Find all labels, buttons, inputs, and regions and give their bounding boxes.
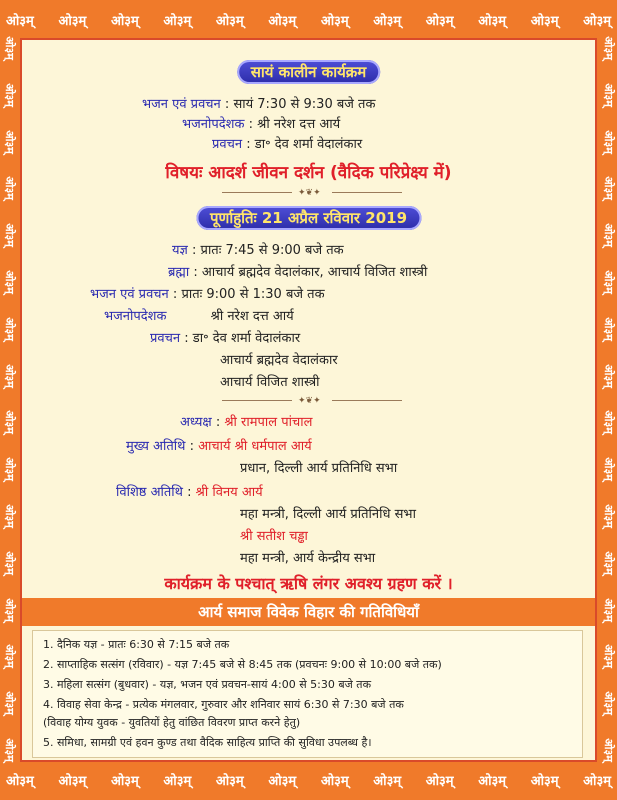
om-text: ओ३म् [3, 691, 16, 715]
finale-row [168, 262, 427, 280]
om-text: ओ३म् [58, 774, 87, 789]
om-border-right [599, 34, 617, 764]
om-text: ओ३म् [530, 774, 559, 789]
om-text: ओ३म् [602, 691, 615, 715]
content-panel [20, 38, 597, 762]
chair-label: अध्यक्ष [180, 415, 212, 430]
om-text: ओ३म् [602, 176, 615, 201]
om-text: ओ३म् [602, 457, 615, 481]
list-item: 1. दैनिक यज्ञ - प्रातः 6:30 से 7:15 बजे तक [43, 638, 230, 651]
row-label: भजन एवं प्रवचन [90, 287, 169, 302]
om-text: ओ३म् [602, 410, 615, 435]
row-label: भजन एवं प्रवचन [142, 97, 221, 112]
om-text: ओ३म् [320, 774, 349, 789]
extra-speaker: आचार्य विजित शास्त्री [220, 375, 320, 390]
chair-row: अध्यक्ष : श्री रामपाल पांचाल [180, 415, 313, 430]
finale-banner: पूर्णाहुतिः 21 अप्रैल रविवार 2019 [196, 206, 421, 230]
row-colon: : [224, 97, 230, 112]
special-guest-name: श्री विनय आर्य [195, 485, 263, 500]
special-guest-label: विशिष्ठ अतिथि [116, 485, 183, 500]
row-value: प्रातः 9:00 से 1:30 बजे तक [181, 287, 325, 302]
om-text: ओ३म् [602, 504, 615, 528]
om-border-left [0, 34, 18, 764]
om-text: ओ३म् [6, 774, 34, 789]
om-text: ओ३म् [478, 14, 507, 29]
activities-list [32, 630, 583, 758]
om-border-top [0, 6, 617, 34]
special-guest-title: महा मन्त्री, दिल्ली आर्य प्रतिनिधि सभा [240, 507, 416, 522]
om-text: ओ३म् [268, 14, 297, 29]
finale-row [150, 328, 300, 346]
om-text: ओ३म् [530, 14, 559, 29]
om-text: ओ३म् [3, 363, 16, 388]
om-text: ओ३म् [602, 363, 615, 388]
om-text: ओ३म् [602, 317, 615, 341]
special-guest-title: महा मन्त्री, आर्य केन्द्रीय सभा [240, 551, 376, 566]
om-text: ओ३म् [3, 317, 16, 341]
finale-row [90, 284, 325, 302]
om-text: ओ३म् [3, 176, 16, 201]
extra-speaker: आचार्य ब्रह्मदेव वेदालंकार [220, 353, 338, 368]
row-colon: : [248, 117, 254, 132]
om-text: ओ३म् [163, 774, 192, 789]
evening-program-banner: सायं कालीन कार्यक्रम [237, 60, 381, 84]
evening-row [142, 94, 375, 112]
row-value: डा॰ देव शर्मा वेदालंकार [192, 331, 301, 346]
row-colon: : [193, 265, 198, 280]
ornamental-divider: ✦❦✦ [222, 188, 402, 198]
om-text: ओ३म् [3, 129, 16, 154]
subject-line: विषयः आदर्श जीवन दर्शन (वैदिक परिप्रेक्ष्य में) [165, 163, 452, 183]
chief-guest-label: मुख्य अतिथि [126, 439, 186, 454]
om-text: ओ३म् [3, 36, 16, 60]
list-item: 3. महिला सत्संग (बुधवार) - यज्ञ, भजन एवं प्रवचन-सायं 4:00 से 5:30 बजे तक [43, 678, 372, 691]
om-text: ओ३म् [3, 597, 16, 622]
row-label: भजनोपदेशक [182, 117, 245, 132]
list-item: 4. विवाह सेवा केन्द्र - प्रत्येक मंगलवार, गुरुवार और शनिवार सायं 6:30 से 7:30 बजे तक [43, 698, 404, 711]
row-label: ब्रह्मा [168, 265, 190, 280]
om-text: ओ३म् [3, 270, 16, 294]
om-text: ओ३म् [3, 644, 16, 669]
row-value: श्री नरेश दत्त आर्य [210, 309, 294, 324]
finale-row [172, 240, 344, 258]
row-value: प्रातः 7:45 से 9:00 बजे तक [200, 243, 344, 258]
row-label: यज्ञ [172, 243, 188, 258]
om-text: ओ३म् [163, 14, 192, 29]
finale-row [104, 306, 294, 324]
chief-guest-title: प्रधान, दिल्ली आर्य प्रतिनिधि सभा [240, 461, 398, 476]
list-item: 2. साप्ताहिक सत्संग (रविवार) - यज्ञ 7:45 बजे से 8:45 तक (प्रवचनः 9:00 से 10:00 बजे तक) [43, 658, 442, 671]
om-text: ओ३म् [3, 550, 16, 575]
om-text: ओ३म् [602, 83, 615, 107]
row-value: श्री नरेश दत्त आर्य [257, 117, 341, 132]
list-item: 5. समिधा, सामग्री एवं हवन कुण्ड तथा वैदिक साहित्य प्राप्ति की सुविधा उपलब्ध है। [43, 736, 372, 749]
special-guest-name: श्री सतीश चड्ढा [240, 529, 308, 544]
om-text: ओ३म् [110, 14, 139, 29]
row-colon: : [184, 331, 189, 346]
om-text: ओ३म् [268, 774, 297, 789]
om-text: ओ३म् [3, 410, 16, 435]
ornamental-divider: ✦❦✦ [222, 396, 402, 406]
om-border-bottom [0, 766, 617, 794]
om-text: ओ३म् [602, 129, 615, 154]
om-text: ओ३म् [602, 738, 615, 762]
langar-notice: कार्यक्रम के पश्चात् ऋषि लंगर अवश्य ग्रहण करें । [164, 574, 453, 593]
row-colon: : [172, 287, 178, 302]
om-text: ओ३म् [602, 550, 615, 575]
om-text: ओ३म् [110, 774, 139, 789]
om-text: ओ३म् [425, 14, 454, 29]
special-guest-row: विशिष्ठ अतिथि : श्री विनय आर्य [116, 485, 263, 500]
om-text: ओ३म् [583, 14, 611, 29]
row-label: भजनोपदेशक [104, 309, 167, 324]
row-value: डा॰ देव शर्मा वेदालंकार [254, 137, 363, 152]
list-item: (विवाह योग्य युवक - युवतियों हेतु वांछित विवरण प्राप्त करने हेतु) [43, 716, 301, 729]
row-colon: : [246, 137, 251, 152]
om-text: ओ३म् [478, 774, 507, 789]
om-text: ओ३म् [6, 14, 34, 29]
row-colon: : [192, 243, 197, 258]
om-text: ओ३म् [3, 83, 16, 107]
om-text: ओ३म् [425, 774, 454, 789]
om-text: ओ३म् [602, 597, 615, 622]
chair-name: श्री रामपाल पांचाल [224, 415, 313, 430]
om-text: ओ३म् [58, 14, 87, 29]
chief-guest-name: आचार्य श्री धर्मपाल आर्य [198, 439, 312, 454]
evening-row [212, 134, 362, 152]
om-text: ओ३म् [215, 14, 244, 29]
row-value: आचार्य ब्रह्मदेव वेदालंकार, आचार्य विजित शास्त्री [201, 265, 428, 280]
om-text: ओ३म् [320, 14, 349, 29]
om-text: ओ३म् [215, 774, 244, 789]
om-text: ओ३म् [3, 457, 16, 481]
om-text: ओ३म् [373, 774, 402, 789]
om-text: ओ३म् [3, 223, 16, 247]
om-text: ओ३म् [602, 644, 615, 669]
om-text: ओ३म् [3, 738, 16, 762]
chief-guest-row: मुख्य अतिथि : आचार्य श्री धर्मपाल आर्य [126, 439, 312, 454]
om-text: ओ३म् [373, 14, 402, 29]
om-text: ओ३म् [602, 36, 615, 60]
activities-banner: आर्य समाज विवेक विहार की गतिविधियाँ [22, 598, 595, 626]
row-value: सायं 7:30 से 9:30 बजे तक [233, 97, 376, 112]
om-text: ओ३म् [583, 774, 611, 789]
om-text: ओ३म् [602, 223, 615, 247]
om-text: ओ३म् [602, 270, 615, 294]
row-label: प्रवचन [150, 331, 181, 346]
evening-row [182, 114, 340, 132]
om-text: ओ३म् [3, 504, 16, 528]
row-label: प्रवचन [212, 137, 243, 152]
